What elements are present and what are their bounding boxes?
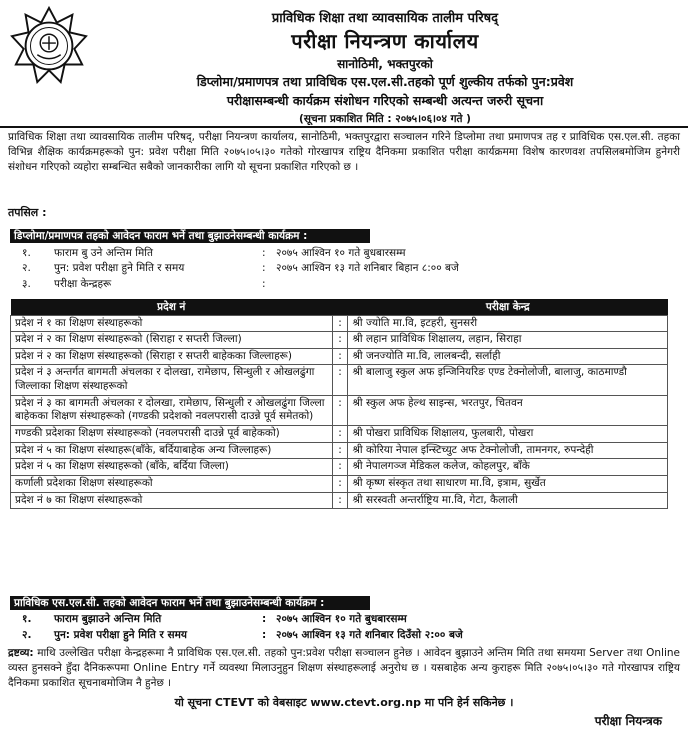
item-label: पुन: प्रवेश परीक्षा हुने मिति र समय — [54, 629, 187, 641]
signoff: परीक्षा नियन्त्रक — [594, 714, 662, 728]
item-label: फाराम बु उने अन्तिम मिति — [54, 247, 153, 259]
province-cell: प्रदेश नं २ का शिक्षण संस्थाहरूको (सिराहा र सप्तरी जिल्ला) — [11, 332, 333, 349]
item-colon: : — [262, 278, 266, 290]
colon-cell: : — [332, 492, 348, 509]
province-cell: प्रदेश नं ३ अन्तर्गत बागमती अंचलका र दोलखा, रामेछाप, सिन्धुली र ओखलढुंगा जिल्लाका शिक्षण संस्थाहरूको — [11, 365, 333, 395]
note-paragraph — [8, 646, 680, 692]
center-cell: श्री कृष्ण संस्कृत तथा साधारण मा.वि, इत्राम, सुर्खेत — [348, 475, 668, 492]
website-line: यो सूचना CTEVT को वेबसाइट www.ctevt.org.np मा पनि हेर्न सकिनेछ । — [174, 696, 514, 709]
colon-cell: : — [332, 348, 348, 365]
colon-cell: : — [332, 475, 348, 492]
center-cell: श्री कोरिया नेपाल इन्स्टिच्युट अफ टेक्नोलोजी, तामनगर, रुपन्देही — [348, 442, 668, 459]
province-cell: गण्डकी प्रदेशका शिक्षण संस्थाहरूको (नवलपरासी दाउन्ने पूर्व बाहेकको) — [11, 425, 333, 442]
colon-cell: : — [332, 442, 348, 459]
subject-line-2: परीक्षासम्बन्धी कार्यक्रम संशोधन गरिएको सम्बन्धी अत्यन्त जरुरी सूचना — [226, 93, 544, 108]
section1-heading: डिप्लोमा/प्रमाणपत्र तहको आवेदन फाराम भर्ने तथा बुझाउनेसम्बन्धी कार्यक्रम : — [10, 229, 370, 243]
exam-center-table — [10, 299, 668, 509]
item-number: १. — [22, 613, 32, 625]
colon-cell: : — [332, 315, 348, 332]
section2-item — [14, 612, 654, 626]
item-colon: : — [262, 613, 267, 625]
center-cell: श्री नेपालगञ्ज मेडिकल कलेज, कोहलपुर, बाँके — [348, 459, 668, 476]
center-cell: श्री ज्योति मा.वि, इटहरी, सुनसरी — [348, 315, 668, 332]
table-row — [11, 442, 668, 459]
table-row — [11, 365, 668, 395]
section1-item — [14, 261, 654, 275]
table-row — [11, 348, 668, 365]
table-body — [11, 315, 668, 509]
item-number: १. — [22, 247, 31, 259]
province-cell: कर्णाली प्रदेशका शिक्षण संस्थाहरूको — [11, 475, 333, 492]
column-header-province: प्रदेश नं — [11, 299, 333, 315]
ctevt-emblem-icon — [10, 6, 88, 84]
colon-cell: : — [332, 365, 348, 395]
section1-item — [14, 246, 654, 260]
column-header-spacer — [332, 299, 348, 315]
item-label: फाराम बुझाउने अन्तिम मिति — [54, 613, 162, 625]
note-label: द्रष्टव्य: — [8, 647, 34, 659]
province-cell: प्रदेश नं ३ का बागमती अंचलका र दोलखा, रामेछाप, सिन्धुली र ओखलढुंगा जिल्ला बाहेकका शिक्षण संस्थाहरूको (गण्डकी प्रदेशको नवलपरासी दाउन्ने पूर्व समेतको) — [11, 395, 333, 425]
colon-cell: : — [332, 459, 348, 476]
note-text: माथि उल्लेखित परीक्षा केन्द्रहरूमा नै प्राविधिक एस.एल.सी. तहको पुन:प्रवेश परीक्षा सञ्चालन हुनेछ । आवेदन बुझाउने अन्तिम मिति तथा समयमा Server तथा Online व्यस्त हुनसक्ने हुँदा दैनिकरूपमा Online Entry गर्ने व्यवस्था मिलाउनुहुन शिक्षण संस्थाहरूलाई अनुरोध छ । यसबाहेक अन्य कुराहरू मिति २०७५।०५।३० गते गोरखापत्र राष्ट्रिय दैनिकमा प्रकाशित सूचनाबमोजिम नै हुनेछ । — [8, 647, 680, 690]
item-value: २०७५ आश्विन १३ गते शनिबार बिहान ८:०० बजे — [276, 262, 459, 274]
item-value: २०७५ आश्विन १० गते बुधबारसम्म — [276, 613, 407, 625]
center-cell: श्री जनज्योति मा.वि, लालबन्दी, सर्लाही — [348, 348, 668, 365]
council-name: प्राविधिक शिक्षा तथा व्यावसायिक तालीम परिषद् — [271, 11, 499, 26]
table-row — [11, 315, 668, 332]
province-cell: प्रदेश नं २ का शिक्षण संस्थाहरूको (सिराहा र सप्तरी बाहेकका जिल्लाहरू) — [11, 348, 333, 365]
table-row — [11, 332, 668, 349]
province-cell: प्रदेश नं ७ का शिक्षण संस्थाहरूको — [11, 492, 333, 509]
item-colon: : — [262, 629, 267, 641]
table-row — [11, 425, 668, 442]
table-row — [11, 492, 668, 509]
section2-item — [14, 628, 654, 642]
item-colon: : — [262, 262, 266, 274]
center-cell: श्री सरस्वती अन्तर्राष्ट्रिय मा.वि, गेटा, कैलाली — [348, 492, 668, 509]
province-cell: प्रदेश नं ५ का शिक्षण संस्थाहरूको (बाँके, बर्दिया जिल्ला) — [11, 459, 333, 476]
center-cell: श्री स्कुल अफ हेल्थ साइन्स, भरतपुर, चितवन — [348, 395, 668, 425]
center-cell: श्री बालाजु स्कुल अफ इन्जिनियरिङ एण्ड टेक्नोलोजी, बालाजु, काठमाण्डौ — [348, 365, 668, 395]
intro-paragraph: प्राविधिक शिक्षा तथा व्यावसायिक तालीम परिषद्, परीक्षा नियन्त्रण कार्यालय, सानोठिमी, भक्तपुरद्वारा सञ्चालन गरिने डिप्लोमा तथा प्रमाणपत्र तह र प्राविधिक एस.एल.सी. तहका विभिन्न शैक्षिक कार्यक्रमहरूको पुन: प्रवेश परीक्षा मिति २०७५।०५।३० गतेको गोरखापत्र राष्ट्रिय दैनिकमा प्रकाशित परीक्षा कार्यक्रममा विशेष कारणवश तपसिलबमोजिम हुनेगरी संशोधन गरिएको व्यहोरा सम्बन्धित सबैको जानकारीका लागि यो सूचना प्रकाशित गरिएको छ । — [8, 131, 680, 174]
item-value: २०७५ आश्विन १० गते बुधबारसम्म — [276, 247, 406, 259]
published-date: (सूचना प्रकाशित मिति : २०७५।०६।०४ गते ) — [299, 113, 471, 125]
table-header-row — [11, 299, 668, 315]
item-number: २. — [22, 262, 31, 274]
section2-heading: प्राविधिक एस.एल.सी. तहको आवेदन फाराम भर्ने तथा बुझाउनेसम्बन्धी कार्यक्रम : — [10, 596, 370, 610]
subject-line-1: डिप्लोमा/प्रमाणपत्र तथा प्राविधिक एस.एल.सी.तहको पूर्ण शुल्कीय तर्फको पुन:प्रवेश — [196, 74, 574, 89]
notice-header — [6, 4, 684, 125]
item-label: परीक्षा केन्द्रहरू — [54, 278, 112, 290]
column-header-center: परीक्षा केन्द्र — [348, 299, 668, 315]
colon-cell: : — [332, 425, 348, 442]
province-cell: प्रदेश नं ५ का शिक्षण संस्थाहरू(बाँके, बर्दियाबाहेक अन्य जिल्लाहरू) — [11, 442, 333, 459]
header-divider — [0, 126, 688, 128]
table-row — [11, 475, 668, 492]
tapasil-heading: तपसिल : — [8, 206, 47, 219]
province-cell: प्रदेश नं १ का शिक्षण संस्थाहरूको — [11, 315, 333, 332]
colon-cell: : — [332, 395, 348, 425]
colon-cell: : — [332, 332, 348, 349]
table-row — [11, 395, 668, 425]
item-label: पुन: प्रवेश परीक्षा हुने मिति र समय — [54, 262, 185, 274]
item-number: २. — [22, 629, 32, 641]
table-row — [11, 459, 668, 476]
center-cell: श्री लहान प्राविधिक शिक्षालय, लहान, सिराहा — [348, 332, 668, 349]
item-number: ३. — [22, 278, 31, 290]
section1-item — [14, 277, 654, 291]
item-value: २०७५ आश्विन १३ गते शनिबार दिउँसो २:०० बजे — [276, 629, 463, 641]
item-colon: : — [262, 247, 266, 259]
center-cell: श्री पोखरा प्राविधिक शिक्षालय, फुलबारी, पोखरा — [348, 425, 668, 442]
office-location: सानोठिमी, भक्तपुरको — [337, 57, 433, 71]
office-name: परीक्षा नियन्त्रण कार्यालय — [291, 29, 479, 53]
